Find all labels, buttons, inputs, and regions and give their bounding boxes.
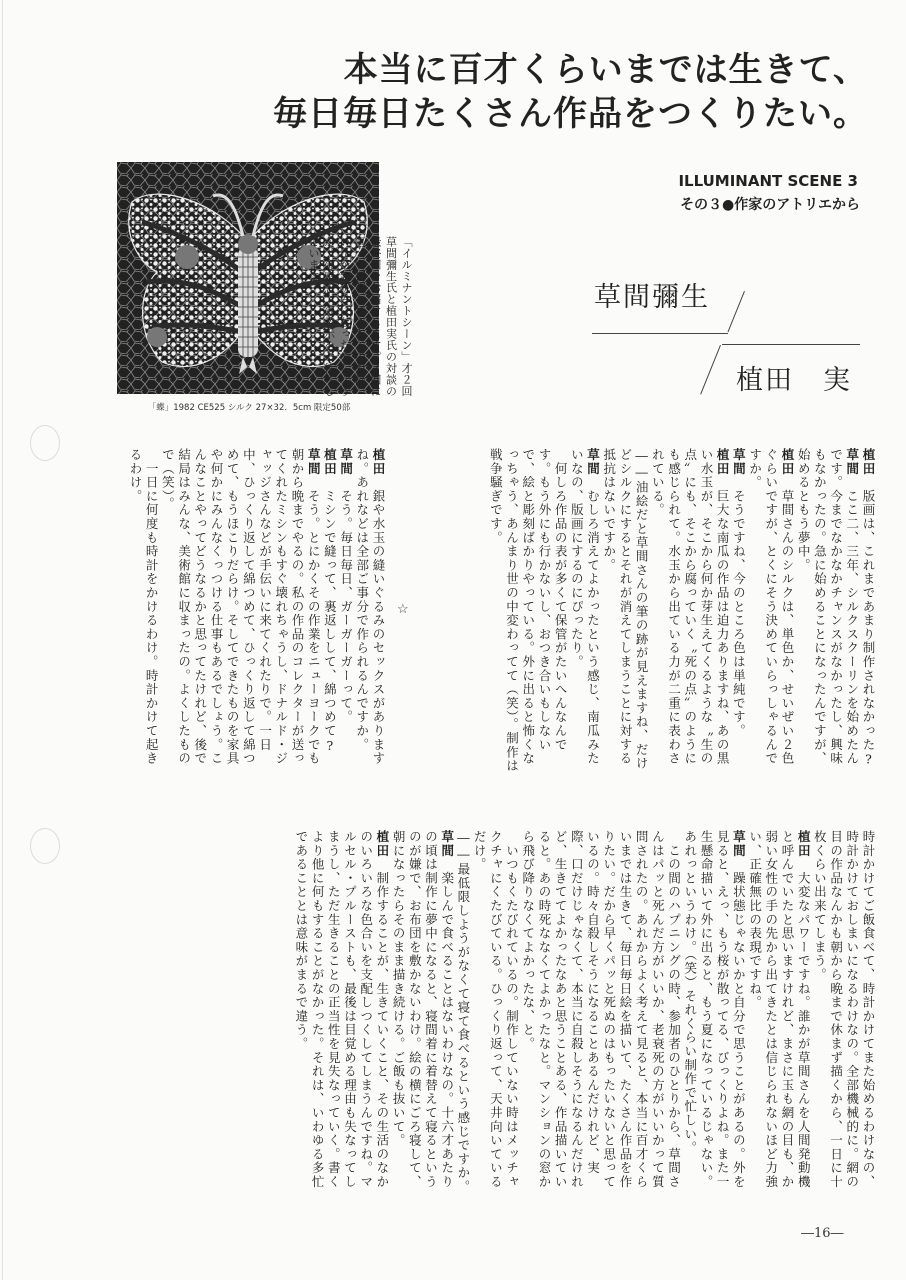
dialogue-text: ――最低限しようがなくて寝て食べるという感じですか。 [455,830,471,1194]
intro-line: 草間彌生氏と植田実氏の対談の [384,236,398,397]
dialogue-text: むしろ消えてよかったという感じ、南瓜みたいなの、版画にするのにぴったり。 [569,448,601,766]
intro-paragraph [306,236,415,406]
artwork-caption: 「蝶」1982 CE525 シルク 27×32．5cm 限定50部 [147,403,351,413]
speaker-label: 植田 [779,448,795,476]
dialogue-paragraph [746,448,795,773]
dialogue-text: そう。毎日毎日、ガーガーガーって。 [338,489,354,725]
intro-line: 最終回をお届けします。３回に [369,236,382,397]
speaker-label: 植田 [371,448,386,476]
interviewer-name: 植田 実 [736,365,852,396]
speaker-label: 草間 [439,830,455,858]
dialogue-text: 何しろ作品の表が多くて保管がたいへんなんです。もう外にも行かないし、おつき合いもしないで、絵と彫刻ばかりやっている。外に出ると怖くなっちゃう、あんまり世の中変わってて（笑）。制作は戦争騒ぎです。 [488,448,569,773]
dialogue-paragraph [127,448,159,773]
divider-rule [592,333,728,334]
dialogue-paragraph [520,830,682,1200]
speaker-label: 植田 [322,448,338,476]
dialogue-paragraph [390,830,455,1200]
headline-line2: 毎日毎日たくさん作品をつくりたい。 [273,94,868,134]
dialogue-paragraph [471,830,520,1200]
dialogue-paragraph [568,448,600,773]
headline-line1: 本当に百才くらいまでは生きて、 [343,50,868,90]
intro-line: いかがお読みになったでしょう [338,236,351,397]
speaker-label: 草間 [731,448,747,476]
dialogue-text: 草間さんのシルクは、単色か、せいぜい２色ぐらいですが、とくにそう決めていらっしゃるんですか。 [747,448,795,766]
dialogue-text: ――油絵だと草間さんの筆の跡が見えますね、だけどシルクにするとそれが消えてしまうことに対する抵抗はないですか。 [601,448,650,771]
speaker-label: 植田 [861,448,876,476]
dialogue-text: そうですね、今のところ色は単純です。 [731,489,747,738]
intro-line: 「イルミナントシーン」才２回 [400,236,413,397]
divider-slash [728,291,745,332]
dialogue-paragraph [159,448,321,773]
headline [273,48,868,136]
speaker-label: 草間 [338,448,354,476]
dialogue-block-lower [86,830,876,1200]
series-title: ILLUMINANT SCENE 3 [678,172,858,190]
dialogue-paragraph [811,830,876,1200]
dialogue-text: この間のハプニングの時、参加者のひとりから、草間さんはパッと死んだ方がいいか、老衰死の方がいいかって質問されたの。あれからよく考えて見ると、本当に百才くらいまでは生きて、毎日毎日絵を描いて、たくさん作品を作りたい。だから早くパッと死ぬのはもったいないと思っているの。時々自殺しそうになることあるんだけれど、実際、口だけじゃなくて、本当に自殺しそうになるんだけれど、生きててよかったなあと思うことある、作品描いていると。あの時死ななくてよかったなと。マンションの窓から飛び降りなくてよかったな、と。 [520,830,682,1189]
dialogue-block-upper-right [406,448,876,773]
series-subtitle: その３●作家のアトリエから [680,197,860,213]
punch-hole [30,828,60,864]
dialogue-paragraph [649,448,730,773]
page-number: ―16― [801,1226,844,1241]
speaker-label: 草間 [731,830,747,858]
dialogue-text: 楽しんで食べることはないわけなの。十六才あたりの頃は制作に夢中になると、寝間着に着替えて寝るというのが嫌で、お布団を敷かないわけ。絵の横にごろ寝して、朝になったらそのまま描き続ける。ご飯も抜いて。 [391,830,455,1189]
dialogue-text: 版画は、これまであまり制作されなかった? [861,489,876,768]
intro-line: か。御感想、御教示をお待ちし [322,236,336,397]
dialogue-text: そう。とにかくその作業をニューヨークでも朝から晩までやるの。私の作品のコレクターが送ってくれたミシンもすぐ壊れちゃうし、ドナルド・ジャッジさんなどが手伝いに来てくれたりで。一日中、ひっくり返して綿つめて、ひっくり返して綿つめて、もうほこりだらけ。そしてできたものを家具や何かにみんなくっつける仕事もあるでしょう。こんなことやってどうなるかと思ってたけれど、後で結局はみんな、美術館に収まったの。よくしたもので（笑）。 [160,448,322,766]
dialogue-paragraph [354,448,386,773]
section-star-icon: ☆ [397,602,409,617]
speaker-label: 植田 [374,830,390,858]
intro-line: 亘って掲載してきたこの対談、 [353,236,367,397]
intro-line: ています。 [307,236,320,294]
speaker-label: 草間 [585,448,601,476]
dialogue-text: 一日に何度も時計をかけるわけ。時計かけて起きるわけ。 [127,448,160,766]
speaker-label: 草間 [844,448,860,476]
dialogue-text: 大変なパワーですね。誰かが草間さんを人間発動機と呼んでいたと思いますけれど、まさに玉も網の目も、か弱い女性の手の先から出てきたとは信じられないほど力強い、正確無比の表現ですね。 [747,830,812,1189]
page-edge [2,0,3,1280]
dialogue-paragraph [860,448,876,773]
dialogue-text: いつもくたびれているの。制作していない時はメッチャクチャにくたびている。ひっくり返って、天井向いているだけ。 [472,830,520,1189]
dialogue-text: ミシンで縫って、裏返しして、綿つめて? [322,489,338,755]
divider-rule [722,344,860,345]
dialogue-paragraph [455,830,471,1200]
dialogue-text: 銀や水玉の縫いぐるみのセックスがありますね。あれなどは全部ご事分で作られるんですか。 [354,448,386,766]
divider-slash [700,345,721,395]
dialogue-paragraph [293,830,390,1200]
punch-hole [30,425,60,461]
dialogue-paragraph [601,448,650,773]
dialogue-paragraph [321,448,337,773]
interviewee-name: 草間彌生 [594,282,710,313]
dialogue-text: 躁状態じゃないかと自分で思うことがあるの。外を見ると、えっ、もう桜が散ってる、びっくりよね。また一生懸命描いて外に出ると、もう夏になっているじゃない。あれっというわけ。（笑）それくらい制作で忙しい。 [682,830,747,1189]
dialogue-paragraph [730,448,746,773]
dialogue-text: ここ二、三年、シルクスクーリンを始めたんです。今までなかなかチャンスがなかったし、興味もなかったの。急に始めることになったんですが、始めるともう夢中。 [796,448,860,766]
dialogue-paragraph [337,448,353,773]
dialogue-text: 制作することが、生きていくこと、その生活のなかのいろいろな色合いを支配しつくしてしまうんですね。マルセル・プルーストも、最後は目覚める理由も失なってしまうし、ただ生きることの正当性を見失なっていく。書くより他に何もすることがなかった。それは、いわゆる多忙であることとは意味がまるで違う。 [293,830,390,1189]
dialogue-paragraph [746,830,811,1200]
dialogue-paragraph [487,448,568,773]
dialogue-text: 巨大な南瓜の作品は迫力ありますね、あの黒い水玉が、そこから何か芽生えてくるような〝生の点〟にも、そこから腐っていく〝死の点〟のようにも感じられて。水玉から出ている力が二重に表わされている。 [650,448,731,766]
dialogue-paragraph [795,448,860,773]
speaker-label: 植田 [796,830,812,858]
dialogue-block-upper-left [101,448,386,773]
dialogue-paragraph [682,830,747,1200]
speaker-label: 草間 [306,448,322,476]
dialogue-text: 時計かけてご飯食べて、時計かけてまた始めるわけなの、時計かけておしまいになるわけなの。全部機械的に。網の目の作品なんかも朝から晩まで休まず描くから、一日に十枚くらい出来てしまう。 [812,830,876,1189]
speaker-label: 植田 [715,448,731,476]
